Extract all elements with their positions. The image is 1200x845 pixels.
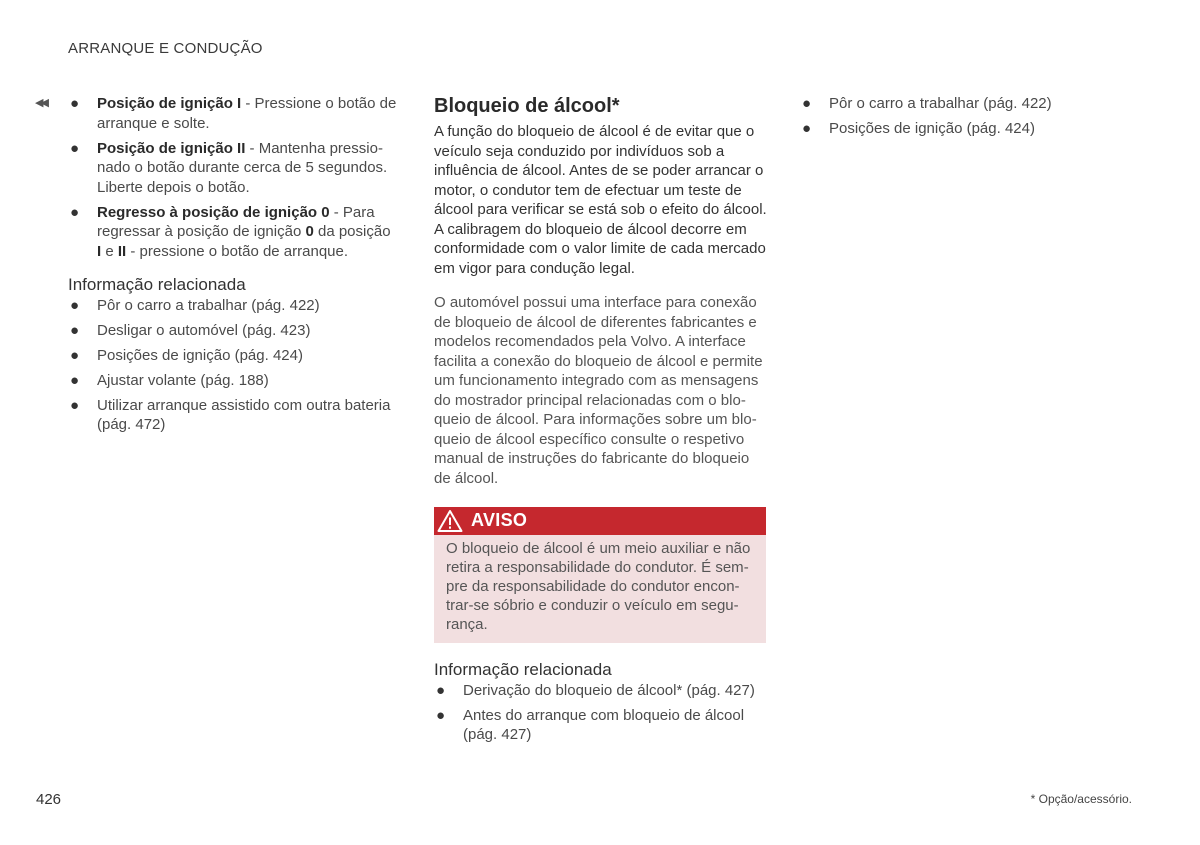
related-link[interactable] — [68, 321, 398, 341]
bullet-icon: ● — [70, 371, 80, 389]
footnote: * Opção/acessório. — [1030, 792, 1132, 806]
related-links-list — [68, 296, 398, 435]
bullet-icon: ● — [802, 120, 812, 137]
intro-paragraph: A função do bloqueio de álcool é de evitar que o veículo seja conduzido por indivíduos sob a influência de álcool. Antes de se poder arrancar o motor, o condutor tem de efectuar um teste de álcool para verificar se está sob o efeito do álcool. A calibragem do bloqueio de álcool decorre em conformidade com o valor limite de cada mercado em vigor para condução legal. — [434, 123, 767, 277]
page-number: 426 — [36, 791, 62, 808]
related-info-heading: Informação relacionada — [68, 275, 246, 294]
warning-text: O bloqueio de álcool é um meio auxiliar e não retira a responsabilidade do condutor. É sempre da responsabilidade do condutor encontrar-se sóbrio e conduzir o veículo em segurança. — [446, 540, 751, 633]
link-text[interactable]: Derivação do bloqueio de álcool* (pág. 427) — [463, 681, 755, 699]
position-label: I — [97, 242, 102, 260]
item-text: e — [101, 242, 118, 260]
item-text: - Pressione o botão de arranque e solte. — [97, 95, 397, 132]
bullet-icon: ● — [70, 139, 80, 157]
bullet-icon: ● — [436, 706, 446, 724]
related-info-heading: Informação relacionada — [434, 660, 612, 679]
list-item — [68, 139, 398, 198]
double-chevron-left-icon[interactable]: ◀◀ — [35, 97, 46, 109]
warning-title: AVISO — [471, 510, 528, 531]
related-link[interactable] — [68, 371, 398, 391]
item-text: - Para regressar à posição de ignição — [97, 203, 375, 240]
item-text: - Mantenha pressionado o botão durante cerca de 5 segundos. Liberte depois o botão. — [97, 139, 388, 196]
list-item — [68, 203, 398, 262]
link-text[interactable]: Ajustar volante (pág. 188) — [97, 371, 269, 389]
bullet-icon: ● — [70, 95, 80, 112]
item-bold-label: Regresso à posição de ignição 0 — [97, 203, 330, 221]
list-item — [68, 94, 398, 133]
link-text[interactable]: Utilizar arranque assistido com outra bateria (pág. 472) — [97, 396, 391, 433]
link-text[interactable]: Desligar o automóvel (pág. 423) — [97, 321, 311, 339]
related-link[interactable] — [800, 119, 1130, 139]
item-text: da posição — [313, 223, 391, 240]
related-link[interactable] — [800, 94, 1130, 114]
item-bold-label: Posição de ignição I — [97, 95, 242, 112]
item-text: - pressione o botão de arranque. — [126, 242, 349, 260]
related-link[interactable] — [68, 296, 398, 316]
link-text[interactable]: Pôr o carro a trabalhar (pág. 422) — [97, 296, 320, 314]
item-bold-label: Posição de ignição II — [97, 139, 246, 157]
warning-header — [434, 507, 766, 535]
bullet-icon: ● — [70, 321, 80, 339]
bullet-icon: ● — [436, 681, 446, 699]
bullet-icon: ● — [70, 296, 80, 314]
related-link[interactable] — [434, 681, 768, 701]
position-label: 0 — [305, 223, 314, 240]
link-text[interactable]: Posições de ignição (pág. 424) — [829, 120, 1035, 137]
warning-triangle-icon — [437, 509, 463, 533]
related-links-list — [434, 681, 768, 745]
bullet-icon: ● — [802, 95, 812, 112]
section-header: ARRANQUE E CONDUÇÃO — [68, 40, 263, 57]
bullet-icon: ● — [70, 396, 80, 414]
bullet-icon: ● — [70, 346, 80, 364]
column-left — [68, 94, 398, 440]
link-text[interactable]: Posições de ignição (pág. 424) — [97, 346, 303, 364]
related-link[interactable] — [68, 346, 398, 366]
related-links-list — [800, 94, 1130, 139]
link-text[interactable]: Pôr o carro a trabalhar (pág. 422) — [829, 95, 1052, 112]
related-link[interactable] — [68, 396, 398, 435]
warning-box — [434, 507, 766, 643]
link-text[interactable]: Antes do arranque com bloqueio de álcool (pág. 427) — [463, 706, 745, 743]
position-label: II — [117, 242, 127, 260]
interface-paragraph: O automóvel possui uma interface para conexão de bloqueio de álcool de diferentes fabricantes e modelos recomendados pela Volvo. A interface facilita a conexão do bloqueio de álcool e permite um funcionamento integrado com as mensagens do mostrador principal relacionadas com o bloqueio de álcool. Para informações sobre um bloqueio de álcool específico consulte o respetivo manual de instruções do fabricante do bloqueio de álcool. — [434, 294, 763, 487]
column-right — [800, 94, 1130, 144]
related-link[interactable] — [434, 706, 768, 745]
section-title: Bloqueio de álcool* — [434, 95, 620, 117]
bullet-icon: ● — [70, 203, 80, 221]
ignition-steps-list — [68, 94, 398, 261]
column-middle — [434, 94, 768, 750]
